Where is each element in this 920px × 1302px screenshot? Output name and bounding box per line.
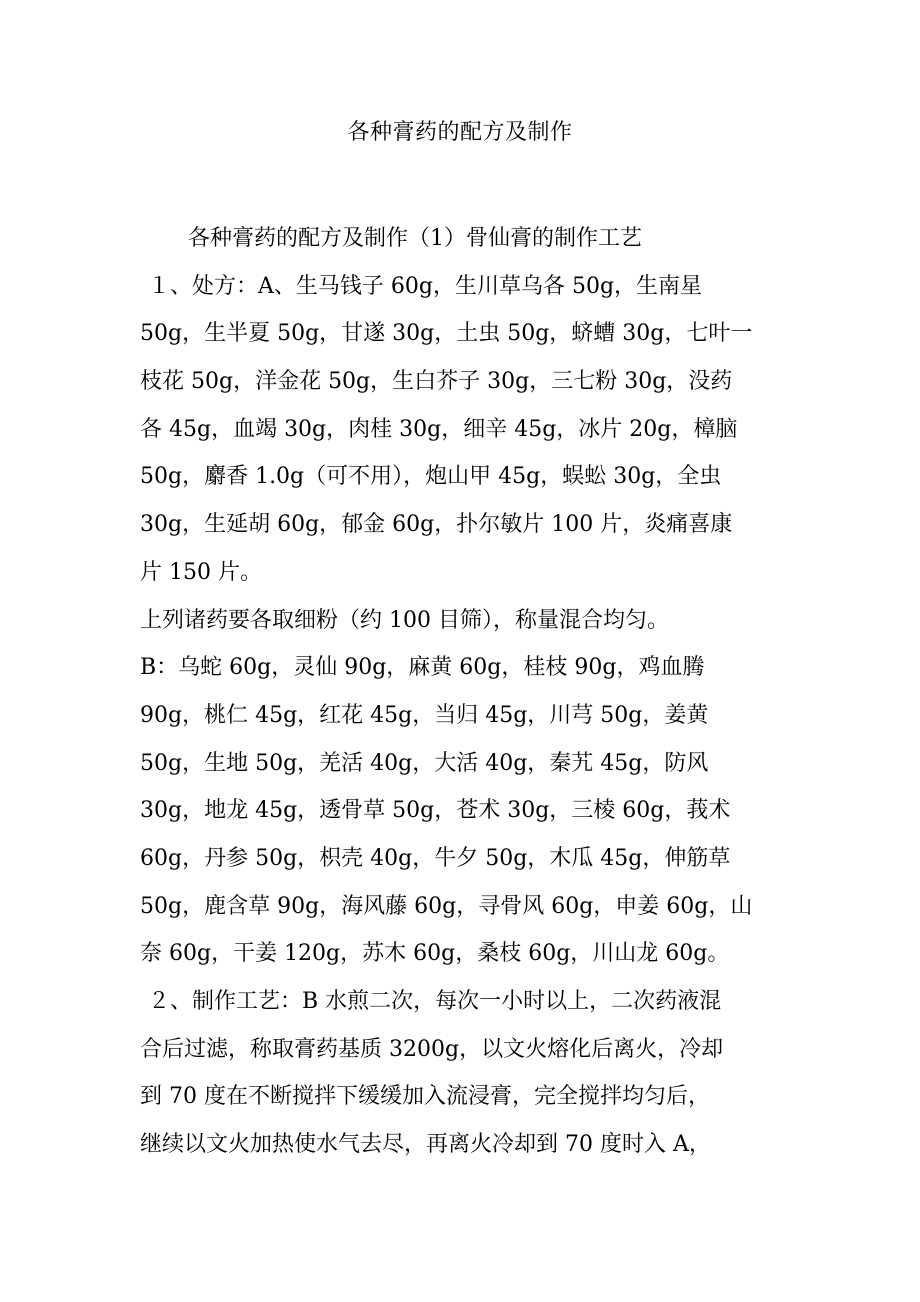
text-line: 片 150 片。 <box>140 559 262 585</box>
text-line: ２、制作工艺：B 水煎二次，每次一小时以上，二次药液混 <box>148 989 722 1014</box>
text-line: 上列诸药要各取细粉（约 100 目筛），称量混合均匀。 <box>140 607 669 633</box>
text-line: 50g，麝香 1.0g（可不用），炮山甲 45g，蜈蚣 30g，全虫 <box>140 464 722 490</box>
text-line: 50g，生地 50g，羌活 40g，大活 40g，秦艽 45g，防风 <box>140 750 709 776</box>
text-line: 枝花 50g，洋金花 50g，生白芥子 30g，三七粉 30g，没药 <box>140 369 733 395</box>
text-line: 50g，鹿含草 90g，海风藤 60g，寻骨风 60g，申姜 60g，山 <box>140 893 753 919</box>
text-line: 到 70 度在不断搅拌下缓缓加入流浸膏，完全搅拌均匀后， <box>140 1084 710 1110</box>
text-line: 60g，丹参 50g，枳壳 40g，牛夕 50g，木瓜 45g，伸筋草 <box>140 845 731 871</box>
text-line: １、处方：A、生马钱子 60g，生川草乌各 50g，生南星 <box>148 273 703 299</box>
text-line: 50g，生半夏 50g，甘遂 30g，土虫 50g，蛴螬 30g，七叶一 <box>140 321 753 347</box>
text-line: B：乌蛇 60g，灵仙 90g，麻黄 60g，桂枝 90g，鸡血腾 <box>140 655 705 681</box>
document-title: 各种膏药的配方及制作 <box>347 120 573 145</box>
text-line: 90g，桃仁 45g，红花 45g，当归 45g，川芎 50g，姜黄 <box>140 702 709 728</box>
text-line: 30g，生延胡 60g，郁金 60g，扑尔敏片 100 片，炎痛喜康 <box>140 512 733 538</box>
text-line: 各 45g，血竭 30g，肉桂 30g，细辛 45g，冰片 20g，樟脑 <box>140 416 738 442</box>
paragraph-heading: 各种膏药的配方及制作（1）骨仙膏的制作工艺 <box>188 226 642 251</box>
text-line: 奈 60g，干姜 120g，苏木 60g，桑枝 60g，川山龙 60g。 <box>140 941 730 967</box>
text-line: 合后过滤，称取膏药基质 3200g，以文火熔化后离火，冷却 <box>140 1036 724 1062</box>
text-line: 30g，地龙 45g，透骨草 50g，苍术 30g，三棱 60g，莪术 <box>140 798 731 824</box>
document-body <box>140 215 785 1169</box>
text-line: 继续以文火加热使水气去尽，再离火冷却到 70 度时入 A， <box>140 1132 711 1158</box>
